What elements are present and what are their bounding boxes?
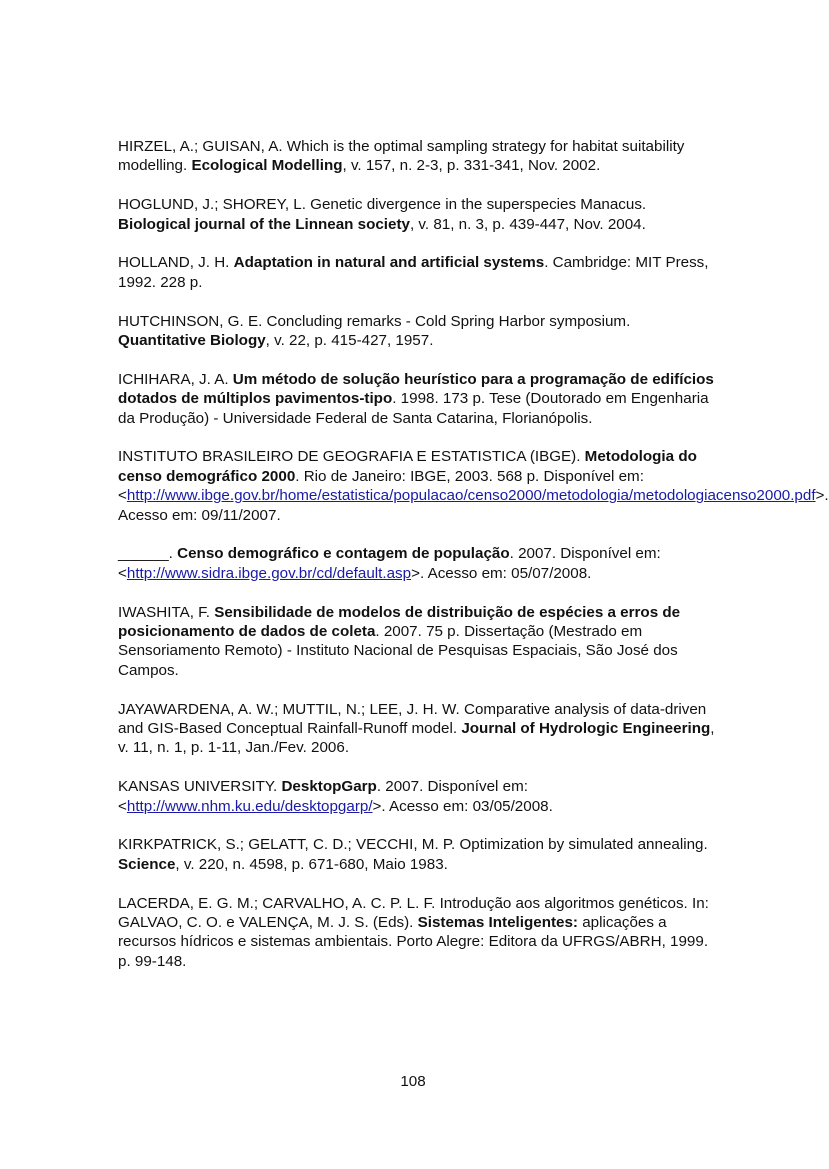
reference-text: , v. 220, n. 4598, p. 671-680, Maio 1983.: [175, 855, 448, 873]
reference-entry: [118, 312, 718, 351]
reference-text: , v. 11, n. 1, p. 1-11, Jan./Fev. 2006.: [118, 720, 715, 757]
reference-title: Ecological Modelling: [191, 157, 343, 175]
page-number: 108: [400, 1073, 426, 1090]
reference-entry: [118, 894, 718, 972]
reference-title: Biological journal of the Linnean society: [118, 215, 410, 233]
reference-title: Sensibilidade de modelos de distribuição de espécies a erros de posicionamento de dados de coleta: [118, 603, 681, 641]
reference-text: INSTITUTO BRASILEIRO DE GEOGRAFIA E ESTATISTICA (IBGE).: [118, 448, 585, 466]
reference-entry: [118, 370, 718, 428]
reference-text: . Cambridge: MIT Press, 1992. 228 p.: [118, 254, 709, 291]
reference-text: HIRZEL, A.; GUISAN, A. Which is the optimal sampling strategy for habitat suitability modelling.: [118, 138, 685, 175]
reference-text: JAYAWARDENA, A. W.; MUTTIL, N.; LEE, J. H. W. Comparative analysis of data-driven and GIS-Based Conceptual Rainfall-Runoff model.: [118, 700, 707, 738]
reference-title: Um método de solução heurístico para a programação de edifícios dotados de múltiplos pavimentos-tipo: [118, 370, 714, 408]
reference-text: HOLLAND, J. H.: [118, 254, 234, 272]
reference-text: LACERDA, E. G. M.; CARVALHO, A. C. P. L. F. Introdução aos algoritmos genéticos. In: GALVAO, C. O. e VALENÇA, M. J. S. (Eds).: [118, 894, 709, 932]
reference-text: KANSAS UNIVERSITY.: [118, 778, 282, 796]
reference-entry: [118, 700, 718, 758]
reference-list: [118, 137, 829, 991]
reference-title: DesktopGarp: [281, 778, 377, 796]
reference-text: HUTCHINSON, G. E. Concluding remarks - Cold Spring Harbor symposium.: [118, 312, 631, 330]
reference-text: . 2007. Disponível em: <: [118, 778, 528, 815]
reference-text: , v. 157, n. 2-3, p. 331-341, Nov. 2002.: [342, 157, 601, 175]
reference-text: . 2007. Disponível em: <: [118, 545, 661, 582]
reference-text: . 2007. 75 p. Dissertação (Mestrado em Sensoriamento Remoto) - Instituto Nacional de Pesquisas Espaciais, São José dos Campos.: [118, 623, 678, 679]
reference-text: , v. 81, n. 3, p. 439-447, Nov. 2004.: [409, 215, 646, 233]
reference-text: ICHIHARA, J. A.: [118, 370, 233, 388]
reference-entry: [118, 603, 718, 681]
reference-title: Sistemas Inteligentes:: [417, 914, 578, 932]
reference-entry: [118, 447, 829, 525]
reference-entry: [118, 195, 718, 234]
reference-text: >. Acesso em: 03/05/2008.: [372, 797, 553, 815]
reference-text: . 1998. 173 p. Tese (Doutorado em Engenharia da Produção) - Universidade Federal de Santa Catarina, Florianópolis.: [118, 390, 709, 427]
reference-text: KIRKPATRICK, S.; GELATT, C. D.; VECCHI, M. P. Optimization by simulated annealing.: [118, 836, 708, 854]
reference-title: Metodologia do censo demográfico 2000: [118, 448, 697, 485]
reference-title: Journal of Hydrologic Engineering: [461, 720, 711, 738]
reference-entry: [118, 835, 718, 874]
reference-title: Adaptation in natural and artificial systems: [233, 254, 545, 272]
reference-text: ______.: [118, 545, 178, 563]
reference-link[interactable]: http://www.ibge.gov.br/home/estatistica/populacao/censo2000/metodologia/metodologiacenso2000.pdf: [126, 487, 816, 505]
reference-text: IWASHITA, F.: [118, 603, 215, 621]
reference-title: Science: [118, 855, 176, 873]
reference-link[interactable]: http://www.nhm.ku.edu/desktopgarp/: [126, 797, 373, 815]
reference-entry: [118, 253, 718, 292]
reference-entry: [118, 544, 718, 583]
reference-text: >. Acesso em: 05/07/2008.: [411, 564, 592, 582]
reference-text: >. Acesso em: 09/11/2007.: [118, 487, 829, 524]
reference-entry: [118, 137, 718, 176]
reference-text: HOGLUND, J.; SHOREY, L. Genetic divergence in the superspecies Manacus.: [118, 196, 647, 214]
reference-text: . Rio de Janeiro: IBGE, 2003. 568 p. Disponível em: <: [118, 467, 644, 505]
reference-entry: [118, 777, 718, 816]
reference-title: Quantitative Biology: [118, 332, 266, 350]
reference-text: , v. 22, p. 415-427, 1957.: [265, 332, 434, 350]
reference-link[interactable]: http://www.sidra.ibge.gov.br/cd/default.asp: [126, 564, 412, 582]
reference-title: Censo demográfico e contagem de população: [177, 545, 510, 563]
reference-text: aplicações a recursos hídricos e sistemas ambientais. Porto Alegre: Editora da UFRGS/ABRH, 1999. p. 99-148.: [118, 914, 709, 970]
